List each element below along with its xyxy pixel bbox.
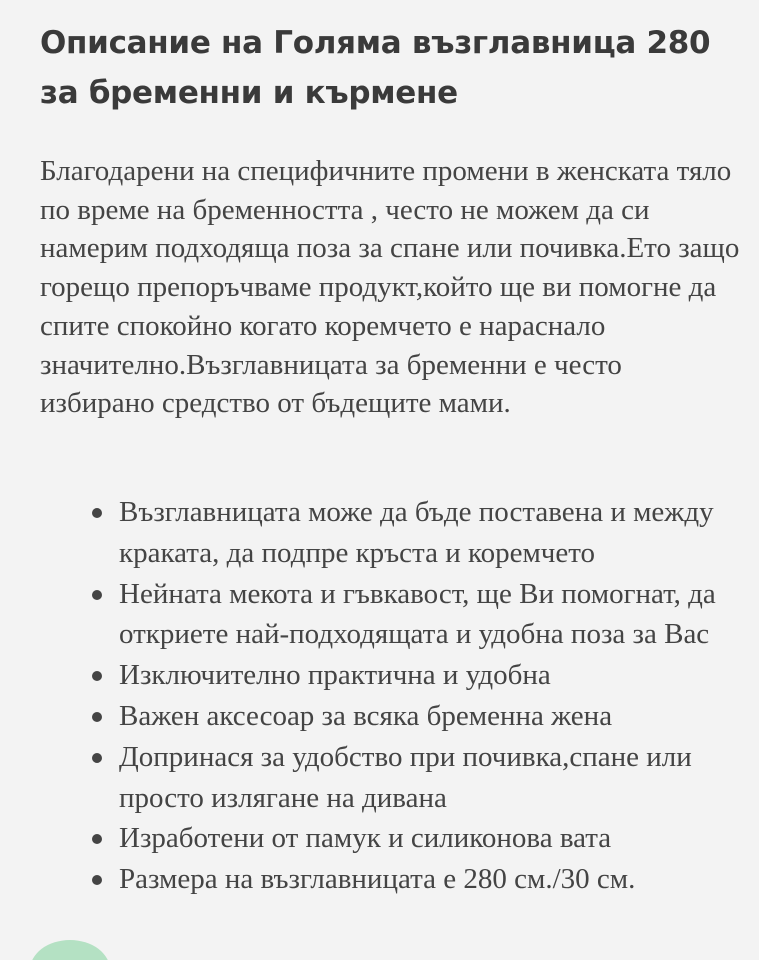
feature-text: Изработени от памук и силиконова вата <box>119 822 612 855</box>
feature-item <box>0 574 759 656</box>
bullet-dot-icon <box>92 712 102 722</box>
feature-text: Важен аксесоар за всяка бременна жена <box>119 699 613 732</box>
intro-paragraph: Благодарени на специфичните промени в женската тяло по време на бременността , често не можем да си намерим подходяща поза за спане или почивка.Ето защо горещо препоръчваме продукт,който ще ви помогне да спите спокойно когато коремчето е нараснало значително.Възглавницата за бременни е често избирано средство от бъдещите мами. <box>40 155 740 420</box>
floating-action-button[interactable] <box>30 940 110 960</box>
bullet-dot-icon <box>92 875 102 885</box>
feature-text: Нейната мекота и гъвкавост, ще Ви помогнат, да откриете най-подходящата и удобна поза за Вас <box>119 577 716 651</box>
feature-text: Изключително практична и удобна <box>119 659 551 692</box>
bullet-dot-icon <box>92 671 102 681</box>
bullet-dot-icon <box>92 590 102 600</box>
bullet-dot-icon <box>92 834 102 844</box>
feature-item <box>0 655 759 696</box>
feature-text: Размера на възглавницата е 280 см./30 см. <box>119 863 636 896</box>
feature-item <box>0 696 759 737</box>
feature-item <box>0 818 759 859</box>
bullet-dot-icon <box>92 508 102 518</box>
feature-list <box>0 492 759 900</box>
feature-item <box>0 737 759 819</box>
feature-text: Възглавницата може да бъде поставена и между краката, да подпре кръста и коремчето <box>119 496 714 569</box>
feature-text: Допринася за удобство при почивка,спане или просто излягане на дивана <box>119 740 692 814</box>
bullet-dot-icon <box>92 753 102 763</box>
section-heading: Описание на Голяма възглавница 280 за бременни и кърмене <box>40 25 711 111</box>
feature-item <box>0 492 759 574</box>
feature-item <box>0 859 759 900</box>
